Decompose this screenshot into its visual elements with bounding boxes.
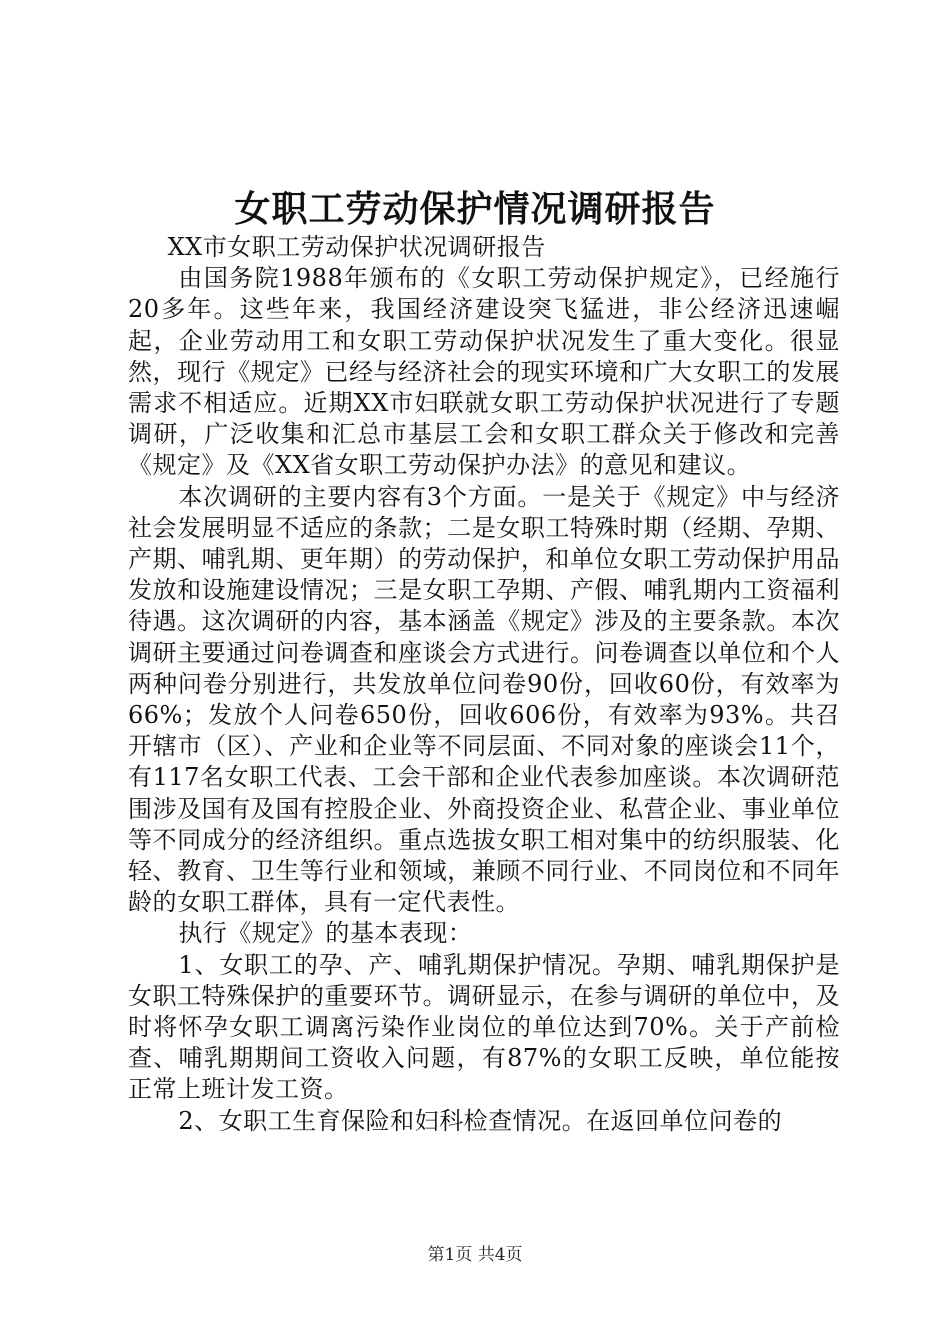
body-paragraph-intro: 由国务院1988年颁布的《女职工劳动保护规定》，已经施行20多年。这些年来，我国经济建设突飞猛进，非公经济迅速崛起，企业劳动用工和女职工劳动保护状况发生了重大变化。很显然，现行《规定》已经与经济社会的现实环境和广大女职工的发展需求不相适应。近期XX市妇联就女职工劳动保护状况进行了专题调研，广泛收集和汇总市基层工会和女职工群众关于修改和完善《规定》及《XX省女职工劳动保护办法》的意见和建议。	[128, 264, 840, 480]
list-item-2: 2、女职工生育保险和妇科检查情况。在返回单位问卷的	[178, 1106, 783, 1135]
document-title: 女职工劳动保护情况调研报告	[234, 188, 716, 230]
document-body	[128, 232, 840, 1137]
page-footer: 第1页 共4页	[427, 1245, 523, 1265]
section-heading: 执行《规定》的基本表现：	[178, 919, 473, 948]
report-subtitle: XX市女职工劳动保护状况调研报告	[167, 233, 546, 261]
list-item-1: 1、女职工的孕、产、哺乳期保护情况。孕期、哺乳期保护是女职工特殊保护的重要环节。调研显示，在参与调研的单位中，及时将怀孕女职工调离污染作业岗位的单位达到70%。关于产前检查、哺乳期期间工资收入问题，有87%的女职工反映，单位能按正常上班计发工资。	[128, 950, 840, 1104]
body-paragraph-scope: 本次调研的主要内容有3个方面。一是关于《规定》中与经济社会发展明显不适应的条款；二是女职工特殊时期（经期、孕期、产期、哺乳期、更年期）的劳动保护，和单位女职工劳动保护用品发放和设施建设情况；三是女职工孕期、产假、哺乳期内工资福利待遇。这次调研的内容，基本涵盖《规定》涉及的主要条款。本次调研主要通过问卷调查和座谈会方式进行。问卷调查以单位和个人两种问卷分别进行，共发放单位问卷90份，回收60份，有效率为66%；发放个人问卷650份，回收606份，有效率为93%。共召开辖市（区）、产业和企业等不同层面、不同对象的座谈会11个，有117名女职工代表、工会干部和企业代表参加座谈。本次调研范围涉及国有及国有控股企业、外商投资企业、私营企业、事业单位等不同成分的经济组织。重点选拔女职工相对集中的纺织服装、化轻、教育、卫生等行业和领域，兼顾不同行业、不同岗位和不同年龄的女职工群体，具有一定代表性。	[128, 482, 840, 917]
